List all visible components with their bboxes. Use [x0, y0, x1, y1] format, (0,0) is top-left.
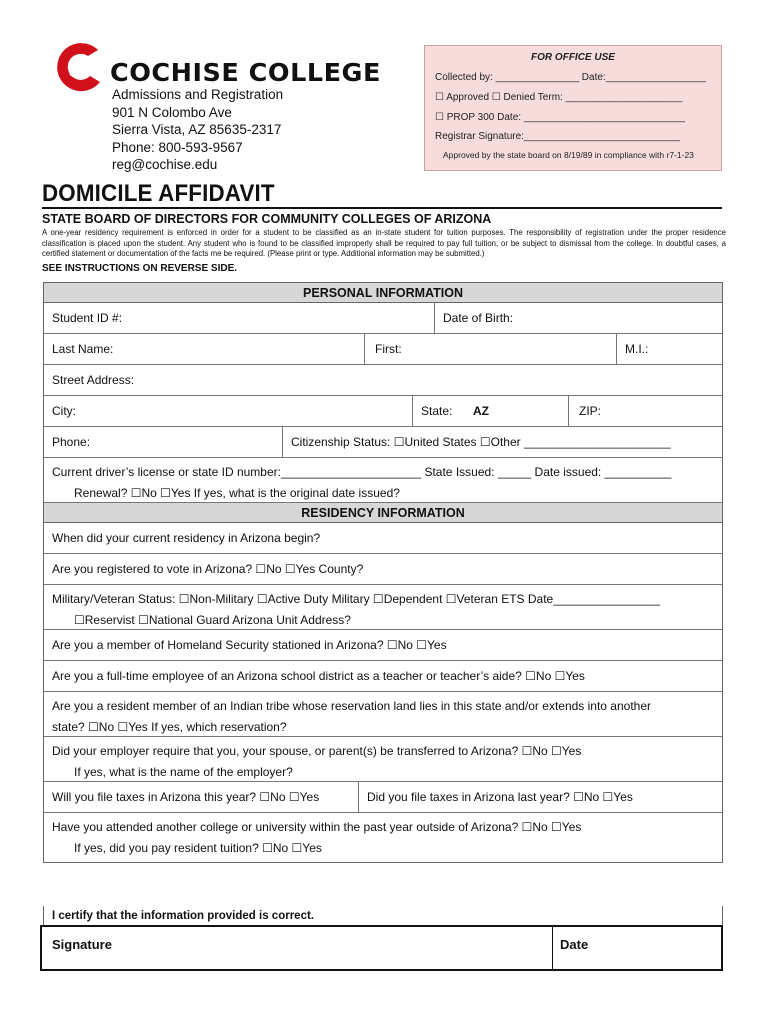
- address-line: Phone: 800-593-9567: [112, 139, 243, 155]
- reservation-label: state? ☐No ☐Yes If yes, which reservation?: [52, 720, 287, 734]
- taxes-row: [44, 782, 722, 813]
- approval-checkboxes[interactable]: ☐ Approved ☐ Denied Term: _____________________: [435, 92, 683, 103]
- phone-label: Phone:: [52, 435, 91, 449]
- college-logo: [52, 42, 382, 90]
- employer-label: If yes, what is the name of the employer?: [74, 765, 293, 779]
- intro-paragraph: A one-year residency requirement is enforced in order for a student to be classified as an in-state student for tuition purposes. The responsibility of registration under the proper residence classification is placed upon the student. Any student who is found to be classified improperly shall be required to pay full tuition, or be subject to dismissal from the college. In doubtful cases, a certified statement or documentation of the facts me be required. (Please print or type. Additional information may be submitted.): [42, 228, 726, 259]
- state-label: State:: [421, 404, 453, 418]
- name-row: [44, 334, 722, 365]
- address-line: 901 N Colombo Ave: [112, 104, 232, 120]
- student-id-field[interactable]: [44, 303, 434, 333]
- first-name-field[interactable]: [364, 334, 616, 364]
- taxes-last-year-label: Did you file taxes in Arizona last year? ☐No ☐Yes: [367, 790, 633, 804]
- signature-field[interactable]: Signature: [52, 937, 112, 952]
- certification-statement: I certify that the information provided is correct.: [43, 906, 723, 925]
- college-address: [112, 86, 283, 174]
- college-logo-icon: [52, 42, 108, 94]
- state-field[interactable]: [412, 396, 568, 426]
- last-name-field[interactable]: [44, 334, 364, 364]
- citizenship-field[interactable]: [282, 427, 722, 457]
- state-value: AZ: [473, 404, 489, 418]
- signature-box: [40, 925, 723, 971]
- renewal-label: Renewal? ☐No ☐Yes If yes, what is the original date issued?: [74, 486, 400, 500]
- license-label: Current driver’s license or state ID number:_____________________ State Issued: _____ Date issued: __________: [52, 465, 672, 479]
- office-use-box: [424, 45, 722, 171]
- see-instructions: SEE INSTRUCTIONS ON REVERSE SIDE.: [42, 263, 238, 274]
- school-employee-label: Are you a full-time employee of an Arizona school district as a teacher or teacher’s aide? ☐No ☐Yes: [52, 669, 585, 683]
- indian-tribe-field[interactable]: [44, 692, 722, 737]
- taxes-last-year-field[interactable]: [358, 782, 722, 812]
- license-row[interactable]: [44, 458, 722, 503]
- collected-by-field[interactable]: Collected by: _______________ Date:__________________: [435, 72, 706, 83]
- last-name-label: Last Name:: [52, 342, 114, 356]
- office-use-title: FOR OFFICE USE: [531, 52, 615, 63]
- residency-begin-field[interactable]: [44, 523, 722, 554]
- taxes-this-year-field[interactable]: [44, 782, 358, 812]
- address-line: Sierra Vista, AZ 85635-2317: [112, 122, 282, 137]
- college-name: COCHISE COLLEGE: [110, 58, 381, 87]
- affidavit-form: [43, 282, 723, 863]
- residency-begin-label: When did your current residency in Arizona begin?: [52, 531, 321, 545]
- voter-registration-field[interactable]: [44, 554, 722, 585]
- date-field[interactable]: Date: [560, 937, 589, 952]
- phone-row: [44, 427, 722, 458]
- reservist-label: ☐Reservist ☐National Guard Arizona Unit Address?: [74, 613, 351, 627]
- registrar-signature-field[interactable]: Registrar Signature:____________________________: [435, 131, 680, 142]
- phone-field[interactable]: [44, 427, 282, 457]
- city-label: City:: [52, 404, 76, 418]
- tribe-label: Are you a resident member of an Indian tribe whose reservation land lies in this state and/or extends into another: [52, 699, 652, 713]
- military-status-field[interactable]: [44, 585, 722, 630]
- other-college-field[interactable]: [44, 813, 722, 862]
- student-id-row: [44, 303, 722, 334]
- signature-divider: [552, 927, 553, 969]
- address-line: Admissions and Registration: [112, 87, 284, 102]
- address-line[interactable]: reg@cochise.edu: [112, 157, 218, 172]
- zip-label: ZIP:: [579, 404, 602, 418]
- school-employee-field[interactable]: [44, 661, 722, 692]
- title-divider: [42, 207, 722, 209]
- resident-tuition-label: If yes, did you pay resident tuition? ☐No ☐Yes: [74, 841, 322, 855]
- voter-label: Are you registered to vote in Arizona? ☐No ☐Yes County?: [52, 562, 364, 576]
- homeland-security-field[interactable]: [44, 630, 722, 661]
- dob-label: Date of Birth:: [443, 311, 514, 325]
- prop-300-field[interactable]: ☐ PROP 300 Date: _____________________________: [435, 112, 686, 123]
- zip-field[interactable]: [568, 396, 722, 426]
- residency-info-heading: RESIDENCY INFORMATION: [44, 503, 722, 523]
- first-name-label: First:: [375, 342, 402, 356]
- street-label: Street Address:: [52, 373, 135, 387]
- military-label: Military/Veteran Status: ☐Non-Military ☐Active Duty Military ☐Dependent ☐Veteran ETS Date________________: [52, 592, 660, 606]
- other-college-label: Have you attended another college or university within the past year outside of Arizona? ☐No ☐Yes: [52, 820, 582, 834]
- personal-info-heading: PERSONAL INFORMATION: [44, 283, 722, 303]
- employer-transfer-field[interactable]: [44, 737, 722, 782]
- transfer-label: Did your employer require that you, your spouse, or parent(s) be transferred to Arizona? ☐No ☐Yes: [52, 744, 582, 758]
- page-subtitle: STATE BOARD OF DIRECTORS FOR COMMUNITY COLLEGES OF ARIZONA: [42, 212, 492, 226]
- approval-note: Approved by the state board on 8/19/89 in compliance with r7-1-23: [443, 150, 694, 160]
- taxes-this-year-label: Will you file taxes in Arizona this year? ☐No ☐Yes: [52, 790, 320, 804]
- city-row: [44, 396, 722, 427]
- mi-label: M.I.:: [625, 342, 649, 356]
- student-id-label: Student ID #:: [52, 311, 123, 325]
- page-title: DOMICILE AFFIDAVIT: [42, 180, 275, 207]
- homeland-label: Are you a member of Homeland Security stationed in Arizona? ☐No ☐Yes: [52, 638, 447, 652]
- citizenship-label: Citizenship Status: ☐United States ☐Other ______________________: [291, 435, 671, 449]
- city-field[interactable]: [44, 396, 412, 426]
- middle-initial-field[interactable]: [616, 334, 722, 364]
- date-of-birth-field[interactable]: [434, 303, 722, 333]
- street-address-field[interactable]: [44, 365, 722, 396]
